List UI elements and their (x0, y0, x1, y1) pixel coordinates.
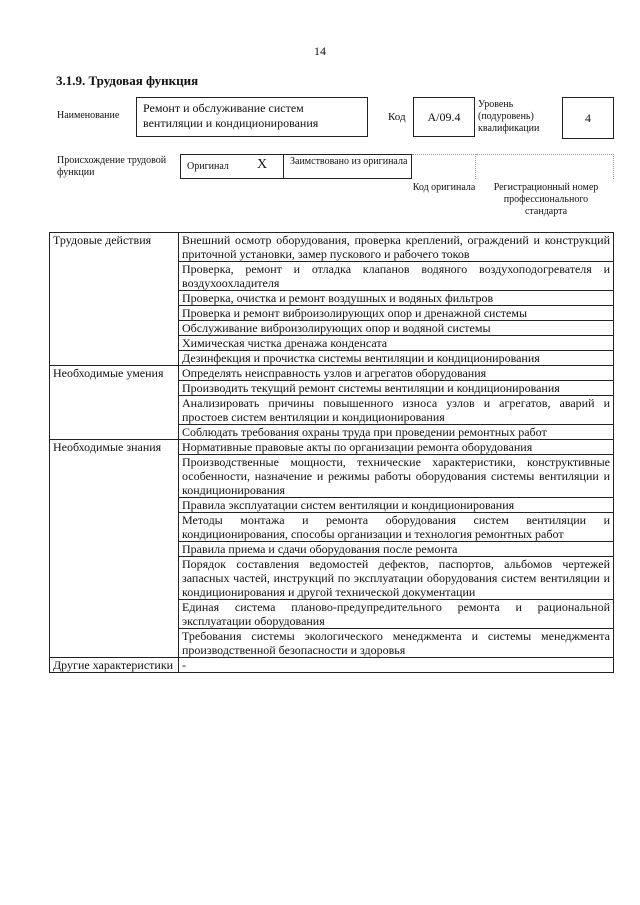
name-label: Наименование (57, 110, 120, 121)
item-cell: Соблюдать требования охраны труда при проведении ремонтных работ (179, 425, 614, 440)
original-mark: X (257, 157, 268, 172)
item-cell: Химическая чистка дренажа конденсата (179, 336, 614, 351)
item-cell: Требования системы экологического менеджмента и системы менеджмента производственной безопасности и здоровья (179, 629, 614, 658)
table-row (50, 233, 614, 262)
category-cell: Трудовые действия (50, 233, 179, 366)
item-cell: Определять неисправность узлов и агрегатов оборудования (179, 366, 614, 381)
code-original-cell (412, 154, 476, 179)
item-cell: Правила эксплуатации систем вентиляции и кондиционирования (179, 498, 614, 513)
item-cell: Единая система планово-предупредительного ремонта и рациональной эксплуатации оборудования (179, 600, 614, 629)
borrowed-label: Заимствовано из оригинала (290, 156, 408, 167)
code-value: A/09.4 (413, 97, 475, 137)
item-cell: Нормативные правовые акты по организации ремонта оборудования (179, 440, 614, 455)
level-value: 4 (562, 97, 614, 139)
reg-number-cell (476, 154, 614, 179)
code-original-label: Код оригинала (412, 182, 476, 193)
category-cell: Необходимые знания (50, 440, 179, 658)
item-cell: Анализировать причины повышенного износа узлов и агрегатов, аварий и простоев систем вентиляции и кондиционирования (179, 396, 614, 425)
category-cell: Другие характеристики (50, 658, 179, 673)
item-cell: Производственные мощности, технические характеристики, конструктивные особенности, назначение и режимы работы оборудования системы вентиляции и кондиционирования (179, 455, 614, 498)
page-number: 14 (314, 44, 326, 58)
code-label: Код (388, 111, 406, 123)
original-label: Оригинал (187, 161, 229, 172)
item-cell: Проверка и ремонт виброизолирующих опор и дренажной системы (179, 306, 614, 321)
table-row (50, 658, 614, 673)
reg-number-label: Регистрационный номер профессионального стандарта (493, 182, 599, 217)
origin-row (180, 154, 614, 179)
item-cell: Проверка, очистка и ремонт воздушных и водяных фильтров (179, 291, 614, 306)
section-title: 3.1.9. Трудовая функция (56, 73, 199, 88)
item-cell: Проверка, ремонт и отладка клапанов водяного воздухоподогревателя и воздухоохладителя (179, 262, 614, 291)
original-cell (180, 154, 284, 179)
origin-label: Происхождение трудовой функции (57, 155, 167, 178)
item-cell: Внешний осмотр оборудования, проверка креплений, ограждений и конструкций приточной установки, замер пускового и рабочего токов (179, 233, 614, 262)
item-cell: - (179, 658, 614, 673)
item-cell: Порядок составления ведомостей дефектов, паспортов, альбомов чертежей запасных частей, инструкций по эксплуатации оборудования систем вентиляции и кондиционирования и другой технической документации (179, 557, 614, 600)
category-cell: Необходимые умения (50, 366, 179, 440)
labor-function-table (49, 232, 614, 673)
name-value: Ремонт и обслуживание систем вентиляции и кондиционирования (136, 97, 368, 137)
table-row (50, 440, 614, 455)
level-label: Уровень (подуровень) квалификации (478, 99, 540, 134)
table-row (50, 366, 614, 381)
borrowed-cell (284, 154, 412, 179)
item-cell: Дезинфекция и прочистка системы вентиляции и кондиционирования (179, 351, 614, 366)
item-cell: Производить текущий ремонт системы вентиляции и кондиционирования (179, 381, 614, 396)
item-cell: Правила приема и сдачи оборудования после ремонта (179, 542, 614, 557)
item-cell: Обслуживание виброизолирующих опор и водяной системы (179, 321, 614, 336)
item-cell: Методы монтажа и ремонта оборудования систем вентиляции и кондиционирования, способы организации и технология ремонтных работ (179, 513, 614, 542)
